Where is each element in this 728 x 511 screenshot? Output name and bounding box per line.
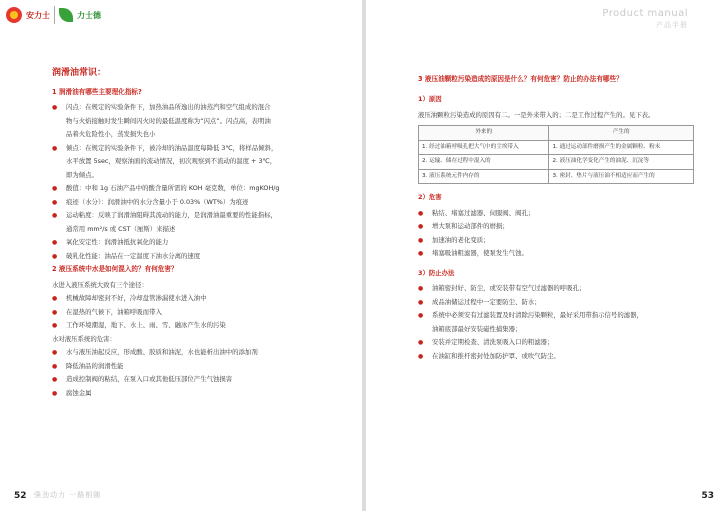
bullet-icon: ● xyxy=(52,198,58,206)
list-item: ● 成品油储运过程中一定要防尘、防水； xyxy=(418,297,694,309)
cause-table xyxy=(418,125,694,184)
bullet-icon: ● xyxy=(418,223,424,230)
list-item: ● 机械故障却密封不好，冷却盘管渗漏使水进入油中 xyxy=(52,293,316,305)
bullet-icon: ● xyxy=(418,312,424,319)
list-item: ● 堵塞吸油粗滤器，使泵发生气蚀。 xyxy=(418,248,694,260)
bullet-icon: ● xyxy=(418,209,424,217)
brand-left-text: 安力士 xyxy=(26,10,50,20)
question-3: 3 液压油颗粒污染造成的原因是什么？有何危害？防止的办法有哪些？ xyxy=(418,75,623,83)
list-item: ● 痕迹（水分）：润滑油中的水分含量小于 0.03%（WT%）为痕迹 xyxy=(52,197,316,209)
bullet-icon: ● xyxy=(52,212,58,219)
brand-logo-icon xyxy=(6,7,22,23)
list-item: ● 增大泵和运动部件的磨损； xyxy=(418,221,694,233)
paragraph: 液压油颗粒污染造成的原因有二。一是外来带入的；二是工作过程产生的。见下表。 xyxy=(418,111,655,119)
bullet-icon: ● xyxy=(52,308,58,316)
subheading-prevention: 3）防止办法 xyxy=(418,268,455,277)
list-item-continued: 即为倾点。 xyxy=(66,170,98,179)
section-title: 润滑油常识： xyxy=(52,68,107,78)
list-item: ● 工作环境潮湿，地下、水上、雨、雪、融冰产生水的污染 xyxy=(52,320,316,332)
list-item: ● 倾点：在规定的实验条件下，被冷却的油品温度每降低 3℃，将样品倾斜， xyxy=(52,143,316,155)
page-number: 52 xyxy=(14,491,27,501)
slogan: 强劲动力 一路相随 xyxy=(34,491,102,499)
bullet-icon: ● xyxy=(418,285,424,292)
subheading-cause: 1）原因 xyxy=(418,94,442,103)
paragraph: 水进入液压系统大致有三个途径： xyxy=(52,280,148,289)
list-item: ● 氧化安定性：润滑油抵抗氧化的能力 xyxy=(52,237,316,249)
list-item: ● 闪点：在规定的实验条件下，加热油品所逸出的油蒸汽和空气组成的混合 xyxy=(52,102,316,114)
bullet-icon: ● xyxy=(52,389,58,397)
list-item: ● 加速油的老化变质； xyxy=(418,235,694,247)
question-2: 2 液压系统中水是如何混入的？有何危害？ xyxy=(52,265,178,273)
list-item: ● 油箱密封好、防尘，或安装带有空气过滤器的呼吸孔； xyxy=(418,283,694,295)
table-row xyxy=(419,140,694,155)
list-item-continued: 水平放置 5sec，观察油面的流动情况，初次观察到不流动的温度 + 3℃， xyxy=(66,157,277,165)
bullet-icon: ● xyxy=(52,322,58,329)
bullet-icon: ● xyxy=(418,236,424,244)
table-cell: 2. 运输、储存过程中混入的 xyxy=(419,155,549,170)
table-header-cell: 外来的 xyxy=(419,126,549,141)
table-cell: 3. 密封、垫片与液压油不相适应而产生的 xyxy=(549,169,694,184)
table-row xyxy=(419,155,694,170)
table-cell: 1. 通过运动部件磨损产生的金属颗粒、粉末 xyxy=(549,140,694,155)
bullet-icon: ● xyxy=(418,298,424,306)
table-row xyxy=(419,169,694,184)
list-item: ● 系统中必须安有过滤装置及时清除污染颗粒，最好采用带指示信号的滤器， xyxy=(418,310,694,322)
list-item: ● 在油缸和推杆密封处加防护罩、或吹气防尘。 xyxy=(418,351,694,363)
list-item: ● 降低油品的润滑性能 xyxy=(52,361,316,373)
question-1: 1 润滑油有哪些主要理化指标? xyxy=(52,87,142,96)
list-item: ● 破乳化性能：油品在一定温度下油水分离的速度 xyxy=(52,251,316,263)
logo-divider xyxy=(54,6,55,24)
left-content xyxy=(52,68,316,401)
paragraph: 水对液压系统的危害： xyxy=(52,334,116,343)
table-header-row xyxy=(419,126,694,141)
bullet-icon: ● xyxy=(52,104,58,111)
leaf-logo-icon xyxy=(59,8,73,22)
list-item-continued: 通常用 mm²/s 或 CST（厘斯）来描述 xyxy=(66,224,176,233)
manual-header xyxy=(602,8,688,30)
bullet-icon: ● xyxy=(52,144,58,152)
bullet-icon: ● xyxy=(52,239,58,246)
bullet-icon: ● xyxy=(418,339,424,346)
right-page xyxy=(366,0,728,511)
manual-title-cn: 产品手册 xyxy=(656,21,688,29)
list-item-continued: 品着火危险性小，蒸发损失也小 xyxy=(66,130,156,138)
bullet-icon: ● xyxy=(418,352,424,360)
bullet-icon: ● xyxy=(418,250,424,257)
left-page xyxy=(0,0,362,511)
bullet-icon: ● xyxy=(52,376,58,383)
bullet-icon: ● xyxy=(52,362,58,370)
list-item: ● 粘结、堵塞过滤器、伺服阀、阀孔； xyxy=(418,208,694,220)
list-item: ● 造成控制阀的粘结，在泵入口或其他低压部位产生气蚀损害 xyxy=(52,374,316,386)
list-item: ● 运动粘度：反映了润滑油阻碍其流动的能力，是润滑油最重要的性能指标， xyxy=(52,210,316,222)
list-item-continued: 物与火焰接触时发生瞬间闪火时的最低温度称为“闪点”。闪点高，表明油 xyxy=(66,116,271,125)
table-cell: 1. 经过油箱呼吸孔把大气中的尘埃带入 xyxy=(419,140,549,155)
list-item-continued: 油箱底部最好安装磁性捕集器； xyxy=(432,324,522,333)
list-item: ● 酸值：中和 1g 石油产品中的酸含量所需的 KOH 毫克数，单位：mgKOH/g xyxy=(52,183,316,195)
bullet-icon: ● xyxy=(52,349,58,356)
brand-logos xyxy=(6,6,101,24)
manual-title-en: Product manual xyxy=(602,8,688,19)
bullet-icon: ● xyxy=(52,252,58,260)
bullet-icon: ● xyxy=(52,185,58,192)
right-content xyxy=(418,72,694,364)
list-item: ● 安装并定期检查、清洗泵吸入口的粗滤器； xyxy=(418,337,694,349)
list-item: ● 在湿热的气候下，油箱呼吸而带入 xyxy=(52,307,316,319)
bullet-icon: ● xyxy=(52,295,58,302)
subheading-harm: 2）危害 xyxy=(418,193,442,201)
brand-right-text: 力士德 xyxy=(77,10,101,20)
page-number: 53 xyxy=(701,491,714,501)
table-cell: 2. 液压油化学变化产生的油泥、沉淀等 xyxy=(549,155,694,170)
table-header-cell: 产生的 xyxy=(549,126,694,141)
list-item: ● 腐蚀金属 xyxy=(52,388,316,400)
table-cell: 3. 液压系统元件内存的 xyxy=(419,169,549,184)
list-item: ● 水与液压油起反应，形成酸、胶质和油泥，水也能析出油中的添加剂 xyxy=(52,347,316,359)
